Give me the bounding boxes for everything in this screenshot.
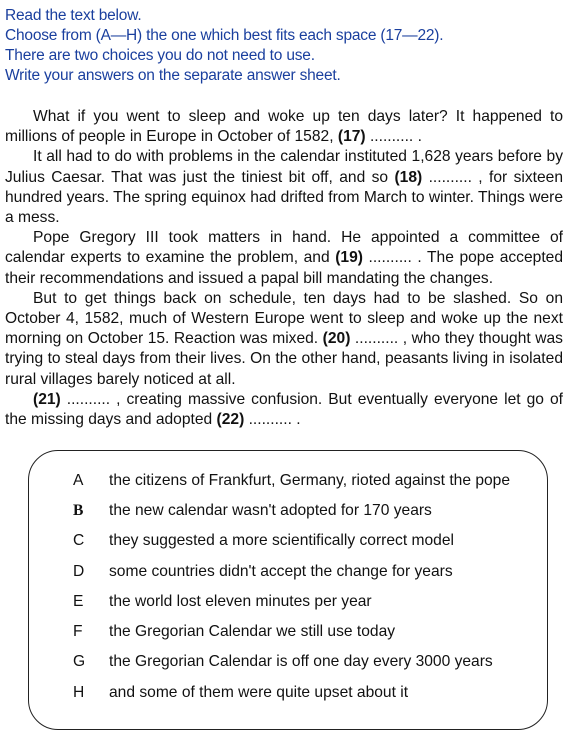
passage-text: .......... .	[365, 128, 422, 146]
option-g	[73, 653, 493, 671]
option-c	[73, 532, 454, 550]
passage-paragraph	[5, 147, 563, 228]
passage-text: .......... . The pope accepted their recommendations and issued a papal bill mandating the changes.	[5, 249, 563, 287]
gap-number: (21)	[33, 390, 61, 408]
instruction-line: Choose from (A—H) the one which best fits each space (17—22).	[5, 27, 444, 44]
gap-number: (18)	[394, 168, 423, 186]
answer-options-box	[28, 450, 548, 730]
instruction-line: Write your answers on the separate answer sheet.	[5, 67, 341, 84]
option-letter: G	[73, 653, 86, 670]
passage-paragraph	[5, 289, 563, 390]
option-text: the Gregorian Calendar is off one day every 3000 years	[109, 653, 493, 670]
option-text: the Gregorian Calendar we still use today	[109, 623, 396, 640]
option-b	[73, 502, 432, 520]
option-h	[73, 684, 408, 702]
option-letter: F	[73, 623, 83, 640]
passage-text: What if you went to sleep and woke up ten days later? It happened to millions of people in Europe in October of 1582,	[5, 108, 563, 146]
option-text: and some of them were quite upset about it	[109, 684, 409, 701]
passage-paragraph	[5, 107, 563, 147]
reading-passage	[5, 107, 563, 430]
gap-number: (22)	[216, 411, 245, 429]
option-text: the world lost eleven minutes per year	[109, 593, 372, 610]
instruction-line: Read the text below.	[5, 7, 142, 24]
option-text: they suggested a more scientifically correct model	[109, 532, 454, 549]
passage-text: It all had to do with problems in the calendar instituted 1,628 years before by Julius Caesar. That was just the tiniest bit off, and so	[5, 148, 563, 186]
passage-paragraph	[5, 228, 563, 289]
option-text: the new calendar wasn't adopted for 170 years	[109, 502, 432, 519]
option-letter: B	[73, 502, 84, 519]
option-letter: A	[73, 472, 84, 489]
option-letter: E	[73, 593, 84, 610]
gap-number: (20)	[322, 330, 351, 348]
option-f	[73, 623, 395, 641]
option-letter: D	[73, 563, 85, 580]
gap-number: (19)	[335, 249, 363, 267]
option-text: the citizens of Frankfurt, Germany, rioted against the pope	[109, 472, 511, 489]
passage-text: .......... , who they thought was trying to steal days from their lives. On the other hand, peasants living in isolated rural villages barely noticed at all.	[5, 330, 563, 388]
option-a	[73, 472, 510, 490]
instruction-line: There are two choices you do not need to use.	[5, 47, 315, 64]
passage-text: But to get things back on schedule, ten days had to be slashed. So on October 4, 1582, much of Western Europe went to sleep and woke up the next morning on October 15. Reaction was mixed.	[5, 289, 563, 348]
passage-text: .......... , creating massive confusion. But eventually everyone let go of the missing days and adopted	[5, 390, 563, 429]
task-instructions	[5, 6, 565, 86]
passage-text: .......... , for sixteen hundred years. The spring equinox had drifted from March to winter. Things were a mess.	[5, 168, 563, 227]
option-d	[73, 563, 453, 581]
passage-paragraph	[5, 390, 563, 430]
passage-text: Pope Gregory III took matters in hand. He appointed a committee of calendar experts to examine the problem, and	[5, 229, 563, 267]
gap-number: (17)	[337, 128, 366, 146]
option-letter: C	[73, 532, 85, 549]
option-e	[73, 593, 372, 611]
option-letter: H	[73, 684, 85, 701]
passage-text: .......... .	[244, 411, 301, 429]
option-text: some countries didn't accept the change for years	[109, 563, 453, 580]
